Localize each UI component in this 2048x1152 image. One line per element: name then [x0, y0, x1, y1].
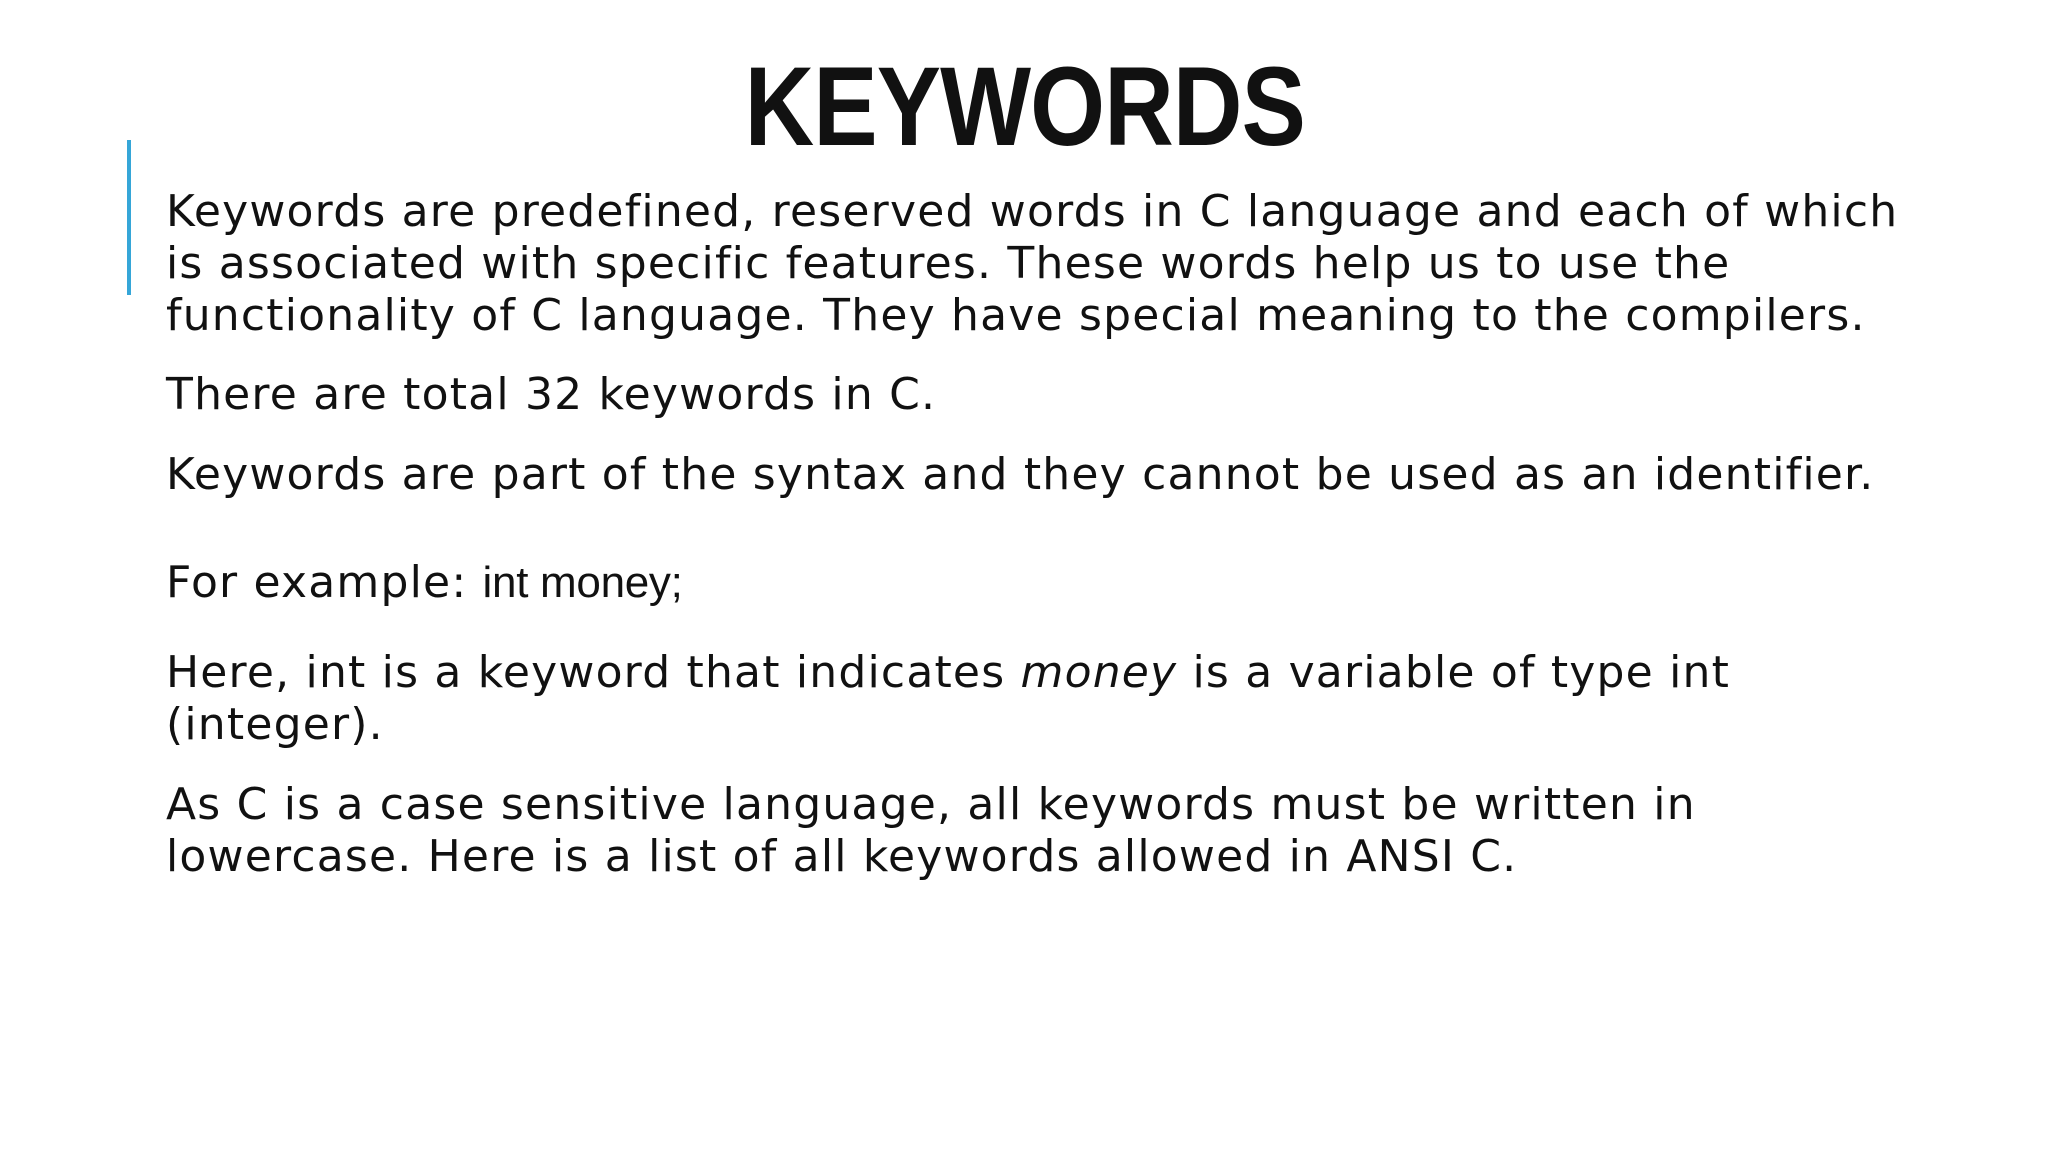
case-line-1: As C is a case sensitive language, all keywords must be written in	[166, 779, 1696, 830]
explanation-paragraph	[166, 647, 1926, 751]
explanation-after: is a variable of type int	[1177, 647, 1731, 698]
keyword-count-paragraph: There are total 32 keywords in C.	[166, 369, 937, 420]
case-line-2: lowercase. Here is a list of all keywords allowed in ANSI C.	[166, 831, 1518, 882]
example-code: int money;	[482, 558, 683, 607]
intro-line-3: functionality of C language. They have special meaning to the compilers.	[166, 290, 1866, 341]
explanation-emphasis: money	[1020, 647, 1178, 698]
intro-line-1: Keywords are predefined, reserved words in C language and each of which	[166, 186, 1899, 237]
intro-paragraph	[166, 186, 1926, 342]
intro-line-2: is associated with specific features. These words help us to use the	[166, 238, 1731, 289]
explanation-before: Here, int is a keyword that indicates	[166, 647, 1021, 698]
example-label: For example:	[166, 557, 483, 608]
slide-title: KEYWORDS	[744, 44, 1306, 169]
case-paragraph	[166, 779, 1926, 883]
explanation-line-1	[166, 647, 1926, 699]
example-paragraph	[166, 557, 1926, 609]
syntax-paragraph: Keywords are part of the syntax and they cannot be used as an identifier.	[166, 449, 1875, 500]
explanation-line-2: (integer).	[166, 699, 384, 750]
accent-bar	[127, 140, 131, 295]
